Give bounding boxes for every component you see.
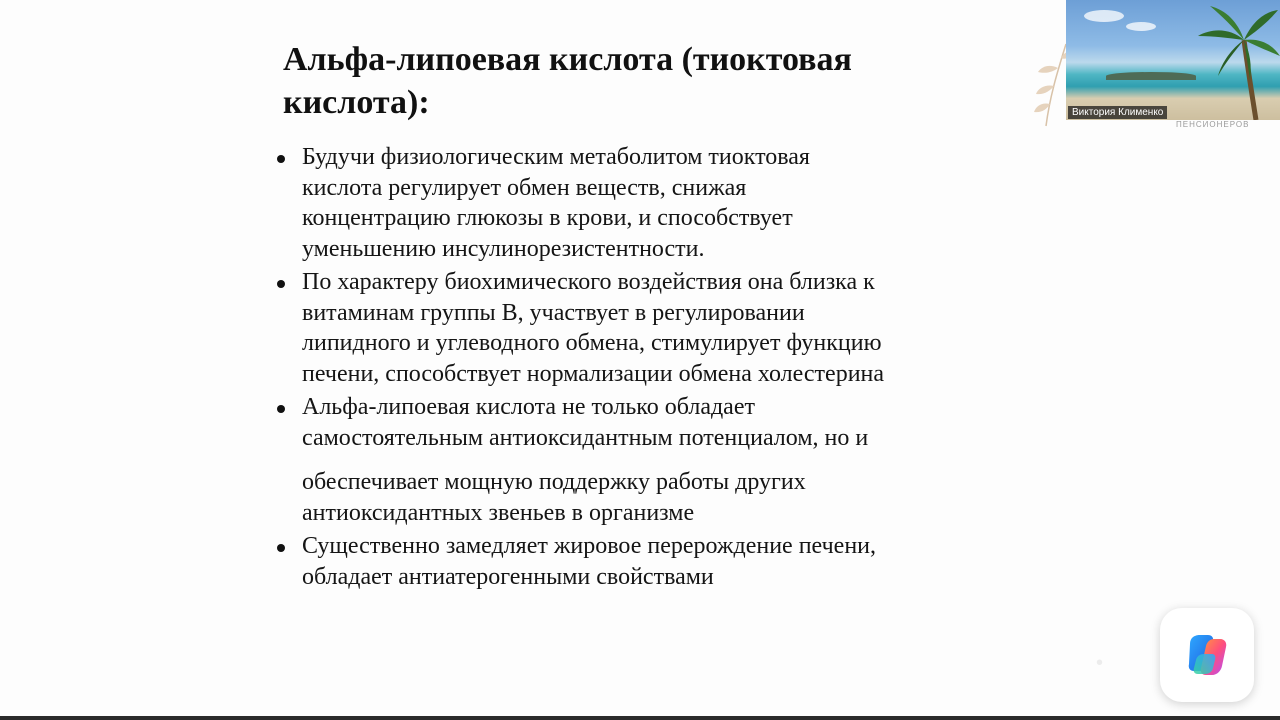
- bullet-line: печени, способствует нормализации обмена холестерина: [302, 360, 885, 387]
- bullet-line: самостоятельным антиоксидантным потенциалом, но и: [302, 424, 869, 451]
- bullet-list: [273, 142, 1033, 595]
- bullet-item: [273, 392, 1033, 528]
- bullet-line: Существенно замедляет жировое перерождение печени,: [302, 533, 877, 559]
- copilot-icon: [1182, 630, 1232, 680]
- bullet-dot-icon: [277, 544, 285, 552]
- bullet-line: Будучи физиологическим метаболитом тиоктовая: [302, 144, 810, 170]
- cloud-shape: [1126, 22, 1156, 31]
- slide-title: Альфа-липоевая кислота (тиоктовая кислота):: [283, 41, 852, 121]
- tile-sublabel: ПЕНСИОНЕРОВ: [1176, 120, 1250, 129]
- bottom-bar: [0, 716, 1280, 720]
- bullet-item: [273, 531, 1033, 592]
- participant-name-label: Виктория Клименко: [1068, 106, 1167, 119]
- participant-video-tile[interactable]: [1066, 0, 1280, 120]
- bullet-line: Альфа-липоевая кислота не только обладает: [302, 394, 755, 420]
- bullet-item: [273, 142, 1033, 264]
- bullet-line: кислота регулирует обмен веществ, снижая: [302, 174, 747, 201]
- bullet-dot-icon: [277, 280, 285, 288]
- bullet-line: обладает антиатерогенными свойствами: [302, 563, 714, 590]
- bullet-line: витаминам группы В, участвует в регулировании: [302, 299, 805, 326]
- bullet-line: антиоксидантных звеньев в организме: [302, 499, 695, 526]
- line-gap: [302, 453, 1033, 467]
- bullet-line: уменьшению инсулинорезистентности.: [302, 235, 705, 262]
- watermark-text: •: [1096, 652, 1104, 674]
- bullet-dot-icon: [277, 405, 285, 413]
- copilot-button[interactable]: [1160, 608, 1254, 702]
- bullet-item: [273, 267, 1033, 389]
- palm-tree-icon: [1160, 0, 1280, 120]
- bullet-line: обеспечивает мощную поддержку работы других: [302, 469, 806, 495]
- bullet-line: липидного и углеводного обмена, стимулирует функцию: [302, 330, 882, 356]
- bullet-dot-icon: [277, 155, 285, 163]
- bullet-line: концентрацию глюкозы в крови, и способствует: [302, 205, 793, 231]
- bullet-line: По характеру биохимического воздействия она близка к: [302, 269, 875, 295]
- cloud-shape: [1084, 10, 1124, 22]
